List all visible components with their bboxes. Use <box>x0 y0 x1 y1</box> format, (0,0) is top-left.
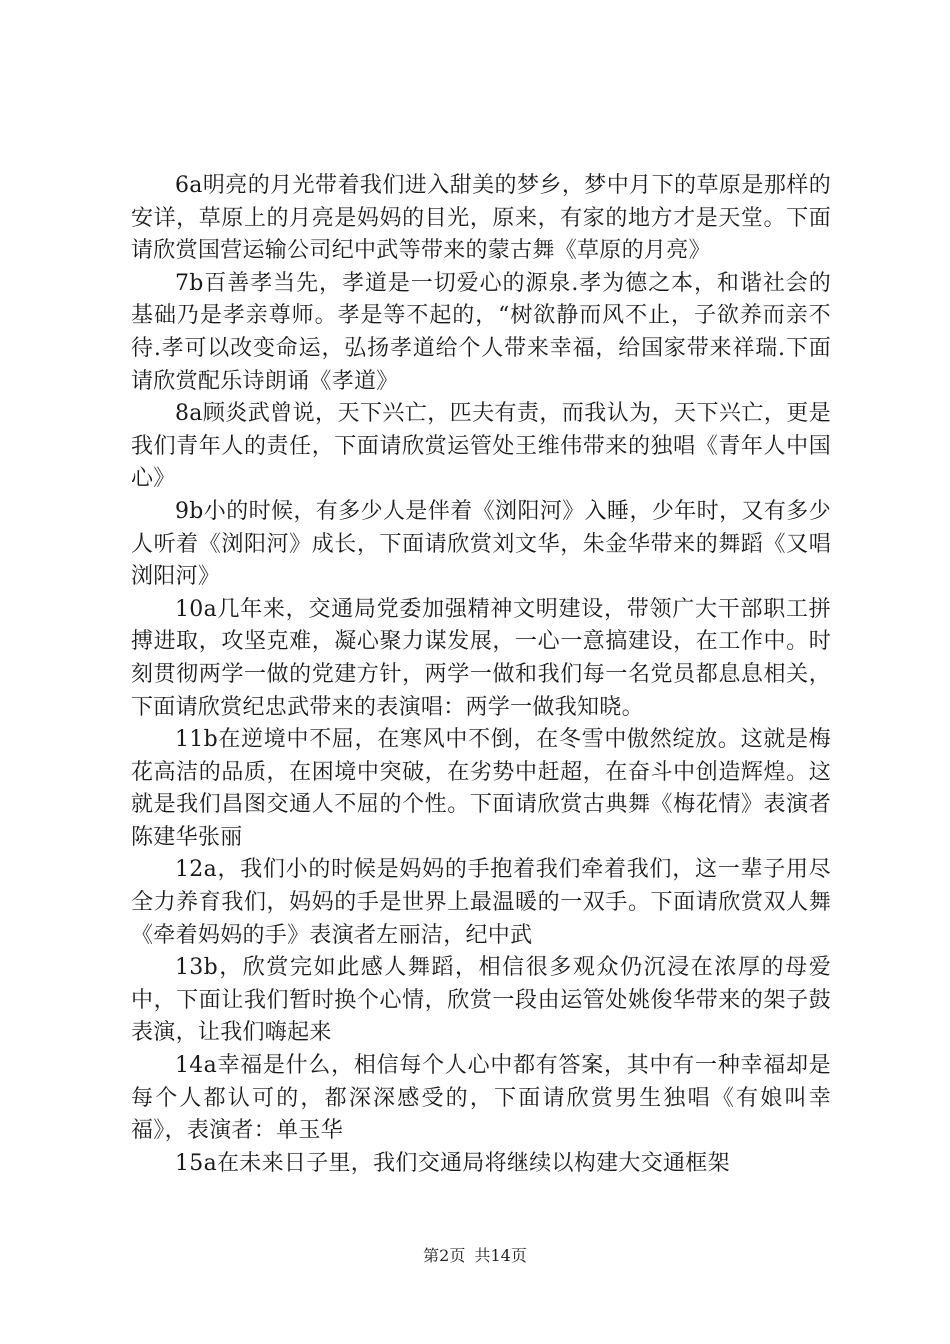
paragraph-12a: 12a，我们小的时候是妈妈的手抱着我们牵着我们，这一辈子用尽全力养育我们，妈妈的手是世界上最温暖的一双手。下面请欣赏双人舞《牵着妈妈的手》表演者左丽洁，纪中武 <box>131 857 831 948</box>
paragraph-14a: 14a幸福是什么，相信每个人心中都有答案，其中有一种幸福却是每个人都认可的，都深深感受的，下面请欣赏男生独唱《有娘叫幸福》，表演者：单玉华 <box>131 1053 831 1144</box>
paragraph-15a: 15a在未来日子里，我们交通局将继续以构建大交通框架 <box>175 1150 730 1176</box>
page-footer <box>0 1243 950 1266</box>
paragraph-7b: 7b百善孝当先，孝道是一切爱心的源泉.孝为德之本，和谐社会的基础乃是孝亲尊师。孝是等不起的，“树欲静而风不止，子欲养而亲不待.孝可以改变命运，弘扬孝道给个人带来幸福，给国家带来祥瑞.下面请欣赏配乐诗朗诵《孝道》 <box>131 270 831 394</box>
paragraph-8a: 8a顾炎武曾说，天下兴亡，匹夫有责，而我认为，天下兴亡，更是我们青年人的责任，下面请欣赏运管处王维伟带来的独唱《青年人中国心》 <box>131 401 831 492</box>
paragraph-13b: 13b，欣赏完如此感人舞蹈，相信很多观众仍沉浸在浓厚的母爱中，下面让我们暂时换个心情，欣赏一段由运管处姚俊华带来的架子鼓表演，让我们嗨起来 <box>131 955 831 1046</box>
paragraph-10a: 10a几年来，交通局党委加强精神文明建设，带领广大干部职工拼搏进取，攻坚克难，凝心聚力谋发展，一心一意搞建设，在工作中。时刻贯彻两学一做的党建方针，两学一做和我们每一名党员都息息相关，下面请欣赏纪忠武带来的表演唱：两学一做我知晓。 <box>131 596 831 720</box>
page-total: 共14页 <box>474 1246 527 1265</box>
paragraph-6a: 6a明亮的月光带着我们进入甜美的梦乡，梦中月下的草原是那样的安详，草原上的月亮是妈妈的目光，原来，有家的地方才是天堂。下面请欣赏国营运输公司纪中武等带来的蒙古舞《草原的月亮》 <box>131 173 831 264</box>
paragraph-9b: 9b小的时候，有多少人是伴着《浏阳河》入睡，少年时，又有多少人听着《浏阳河》成长，下面请欣赏刘文华，朱金华带来的舞蹈《又唱浏阳河》 <box>131 498 831 590</box>
document-body <box>131 170 831 1180</box>
page-number: 第2页 <box>423 1246 466 1265</box>
paragraph-11b: 11b在逆境中不屈，在寒风中不倒，在冬雪中傲然绽放。这就是梅花高洁的品质，在困境中突破，在劣势中赶超，在奋斗中创造辉煌。这就是我们昌图交通人不屈的个性。下面请欣赏古典舞《梅花情》表演者陈建华张丽 <box>131 727 831 850</box>
